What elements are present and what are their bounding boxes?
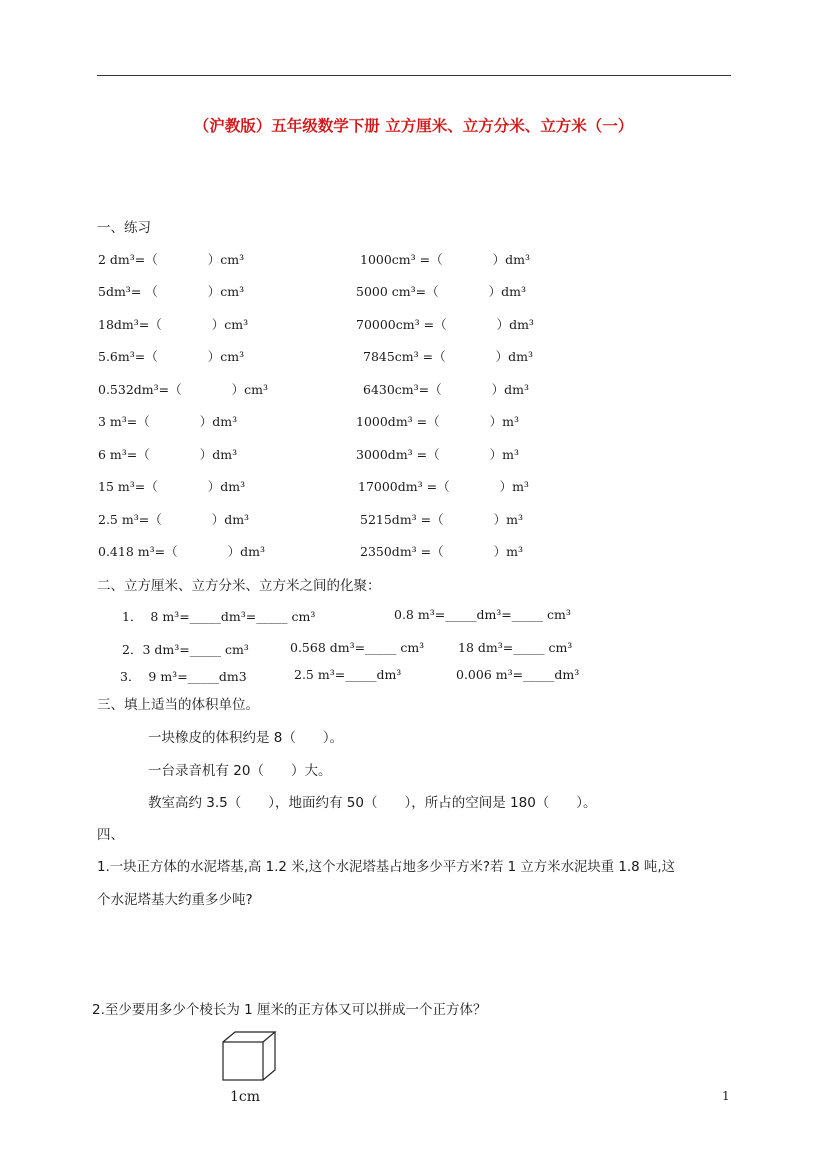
exercise-left-7: 6 m³=（ ）dm³ [98, 447, 238, 462]
exercise-left-5: 0.532dm³=（ ）cm³ [98, 382, 268, 397]
exercise-right-5: 6430cm³=（ ）dm³ [363, 382, 530, 397]
conversion-3b: 2.5 m³=_____dm³ [294, 667, 402, 682]
section3-heading: 三、填上适当的体积单位。 [97, 697, 259, 713]
section2-heading: 二、立方厘米、立方分米、立方米之间的化聚： [97, 578, 381, 594]
exercise-right-6: 1000dm³ =（ ）m³ [356, 414, 519, 429]
exercise-left-8: 15 m³=（ ）dm³ [98, 479, 246, 494]
exercise-right-9: 5215dm³ =（ ）m³ [360, 512, 523, 527]
conversion-2b: 0.568 dm³=_____ cm³ [290, 640, 425, 655]
unit-item-1: 一块橡皮的体积约是 8（ ）。 [148, 730, 344, 746]
section4-heading: 四、 [97, 827, 124, 843]
question-1-line-1: 1.一块正方体的水泥塔基,高 1.2 米,这个水泥塔基占地多少平方米?若 1 立方米水泥块重 1.8 吨,这 [97, 860, 675, 875]
exercise-right-7: 3000dm³ =（ ）m³ [356, 447, 519, 462]
exercise-left-4: 5.6m³=（ ）cm³ [98, 349, 245, 364]
conversion-3c: 0.006 m³=_____dm³ [456, 667, 580, 682]
conversion-3a: 3． 9 m³=_____dm3 [120, 669, 247, 684]
cube-figure [218, 1030, 278, 1086]
cube-label: 1cm [230, 1089, 261, 1105]
exercise-left-6: 3 m³=（ ）dm³ [98, 414, 238, 429]
exercise-right-1: 1000cm³ =（ ）dm³ [360, 252, 530, 267]
exercise-right-4: 7845cm³ =（ ）dm³ [363, 349, 533, 364]
exercise-right-2: 5000 cm³=（ ）dm³ [356, 284, 526, 299]
section1-heading: 一、练习 [97, 220, 151, 236]
unit-item-3: 教室高约 3.5（ ），地面约有 50（ ），所占的空间是 180（ ）。 [148, 795, 597, 811]
question-2: 2.至少要用多少个棱长为 1 厘米的正方体又可以拼成一个正方体？ [92, 1002, 487, 1018]
exercise-left-1: 2 dm³=（ ）cm³ [98, 252, 245, 267]
conversion-2a: 2．3 dm³=_____ cm³ [122, 642, 249, 657]
exercise-right-3: 70000cm³ =（ ）dm³ [356, 317, 534, 332]
conversion-1b: 0.8 m³=_____dm³=_____ cm³ [394, 607, 571, 622]
header-rule [97, 75, 731, 76]
exercise-left-2: 5dm³= （ ）cm³ [98, 284, 245, 299]
unit-item-2: 一台录音机有 20（ ）大。 [148, 763, 332, 779]
exercise-right-8: 17000dm³ =（ ）m³ [358, 479, 529, 494]
page-number: 1 [722, 1089, 730, 1103]
page-title: （沪教版）五年级数学下册 立方厘米、立方分米、立方米（一） [193, 117, 634, 135]
exercise-right-10: 2350dm³ =（ ）m³ [360, 544, 523, 559]
exercise-left-10: 0.418 m³=（ ）dm³ [98, 544, 265, 559]
exercise-left-9: 2.5 m³=（ ）dm³ [98, 512, 250, 527]
question-1-line-2: 个水泥塔基大约重多少吨? [97, 892, 253, 908]
conversion-1a: 1． 8 m³=_____dm³=_____ cm³ [122, 609, 316, 624]
exercise-left-3: 18dm³=（ ）cm³ [98, 317, 249, 332]
conversion-2c: 18 dm³=_____ cm³ [458, 640, 573, 655]
